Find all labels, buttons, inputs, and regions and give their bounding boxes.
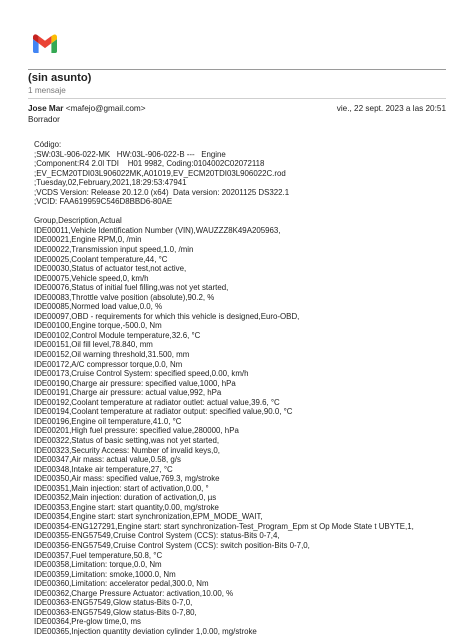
measurement-line: IDE00021,Engine RPM,0, /min [34,235,142,245]
coding-header [34,140,454,207]
coding-header-line: ;VCID: FAA619959C546D8BBD6-80AE [34,197,173,207]
measurement-line: IDE00356-ENG57549,Cruise Control System (CCS): switch position-Bits 0-7,0, [34,540,310,550]
measurement-line: IDE00358,Limitation: torque,0.0, Nm [34,560,162,570]
measurement-line: IDE00348,Intake air temperature,27, °C [34,464,173,474]
measurement-line: IDE00022,Transmission input speed,1.0, /min [34,245,194,255]
measurement-line: IDE00362,Charge Pressure Actuator: activation,10.00, % [34,588,234,598]
message-count: 1 mensaje [28,86,66,95]
measurement-line: IDE00075,Vehicle speed,0, km/h [34,273,149,283]
measurement-line: IDE00357,Fuel temperature,50.8, °C [34,550,163,560]
coding-header-line: ;SW:03L-906-022-MK HW:03L-906-022-B --- Engine [34,149,226,159]
measurement-line: IDE00352,Main injection: duration of activation,0, µs [34,493,217,503]
measurement-line: IDE00359,Limitation: smoke,1000.0, Nm [34,569,176,579]
measurement-line: IDE00363-ENG57549,Glow status-Bits 0-7,80, [34,607,197,617]
recipient-label: Borrador [28,115,60,124]
coding-header-line: ;Component:R4 2.0l TDI H01 9982, Coding:0104002C02072118 [34,159,265,169]
measurement-line: IDE00363-ENG57549,Glow status-Bits 0-7,0, [34,598,193,608]
measurement-line: IDE00102,Control Module temperature,32.6, °C [34,330,201,340]
measurement-line: IDE00030,Status of actuator test,not active, [34,264,187,274]
measurement-line: IDE00347,Air mass: actual value,0.58, g/s [34,455,181,465]
measurement-line: IDE00201,High fuel pressure: specified value,280000, hPa [34,426,239,436]
sender [28,104,146,113]
message-date: vie., 22 sept. 2023 a las 20:51 [336,104,446,113]
measurement-line: IDE00323,Security Access: Number of invalid keys,0, [34,445,220,455]
measurement-line: IDE00076,Status of initial fuel filling,was not yet started, [34,283,229,293]
sender-name: Jose Mar [28,104,64,113]
measurement-line: IDE00011,Vehicle Identification Number (VIN),WAUZZZ8K49A205963, [34,225,281,235]
measurement-line: IDE00083,Throttle valve position (absolute),90.2, % [34,292,215,302]
coding-header-line: ;EV_ECM20TDI03L906022MK,A01019,EV_ECM20TDI03L906022C.rod [34,168,286,178]
measurement-line: IDE00353,Engine start: start quantity,0.00, mg/stroke [34,502,219,512]
measurement-line: IDE00191,Charge air pressure: actual value,992, hPa [34,388,222,398]
measurement-line: IDE00322,Status of basic setting,was not yet started, [34,435,220,445]
measurement-line: IDE00192,Coolant temperature at radiator outlet: actual value,39.6, °C [34,397,280,407]
gmail-icon [33,33,57,55]
coding-header-line: Código: [34,140,62,149]
measurement-line: IDE00025,Coolant temperature,44, °C [34,254,168,264]
sender-email: <mafejo@gmail.com> [65,104,146,113]
measurement-line: IDE00196,Engine oil temperature,41.0, °C [34,416,182,426]
measurement-line: IDE00173,Cruise Control System: specified speed,0.00, km/h [34,369,249,379]
measurement-line: IDE00365,Injection quantity deviation cylinder 1,0.00, mg/stroke [34,626,257,636]
measurement-line: IDE00360,Limitation: accelerator pedal,300.0, Nm [34,579,209,589]
measurement-line: IDE00354-ENG127291,Engine start: start synchronization-Test_Program_Epm st Op Mode State t UBYTE,1, [34,521,414,531]
measurement-line: IDE00190,Charge air pressure: specified value,1000, hPa [34,378,236,388]
email-subject: (sin asunto) [28,72,92,84]
measurement-line: IDE00350,Air mass: specified value,769.3, mg/stroke [34,474,220,484]
measurement-line: IDE00097,OBD - requirements for which this vehicle is designed,Euro-OBD, [34,311,300,321]
measurement-line: IDE00364,Pre-glow time,0, ms [34,617,142,627]
message-divider [28,98,446,99]
measurement-line: IDE00194,Coolant temperature at radiator output: specified value,90.0, °C [34,407,293,417]
message-body [34,140,454,636]
coding-header-line: ;VCDS Version: Release 20.12.0 (x64) Data version: 20201125 DS322.1 [34,187,290,197]
measurement-line: Group,Description,Actual [34,216,122,226]
measurement-line: IDE00172,A/C compressor torque,0.0, Nm [34,359,183,369]
coding-header-line: ;Tuesday,02,February,2021,18:29:53:47941 [34,178,187,188]
measurement-line: IDE00151,Oil fill level,78.840, mm [34,340,153,350]
measurement-line: IDE00355-ENG57549,Cruise Control System (CCS): status-Bits 0-7,4, [34,531,280,541]
measurement-line: IDE00351,Main injection: start of activation,0.00, ° [34,483,209,493]
header-divider [28,69,446,70]
measurement-line: IDE00152,Oil warning threshold,31.500, mm [34,350,190,360]
measurement-line: IDE00085,Normed load value,0.0, % [34,302,163,312]
measurement-list [34,216,454,636]
measurement-line: IDE00100,Engine torque,-500.0, Nm [34,321,162,331]
spacer [34,207,454,217]
measurement-line: IDE00354,Engine start: start synchronization,EPM_MODE_WAIT, [34,512,263,522]
